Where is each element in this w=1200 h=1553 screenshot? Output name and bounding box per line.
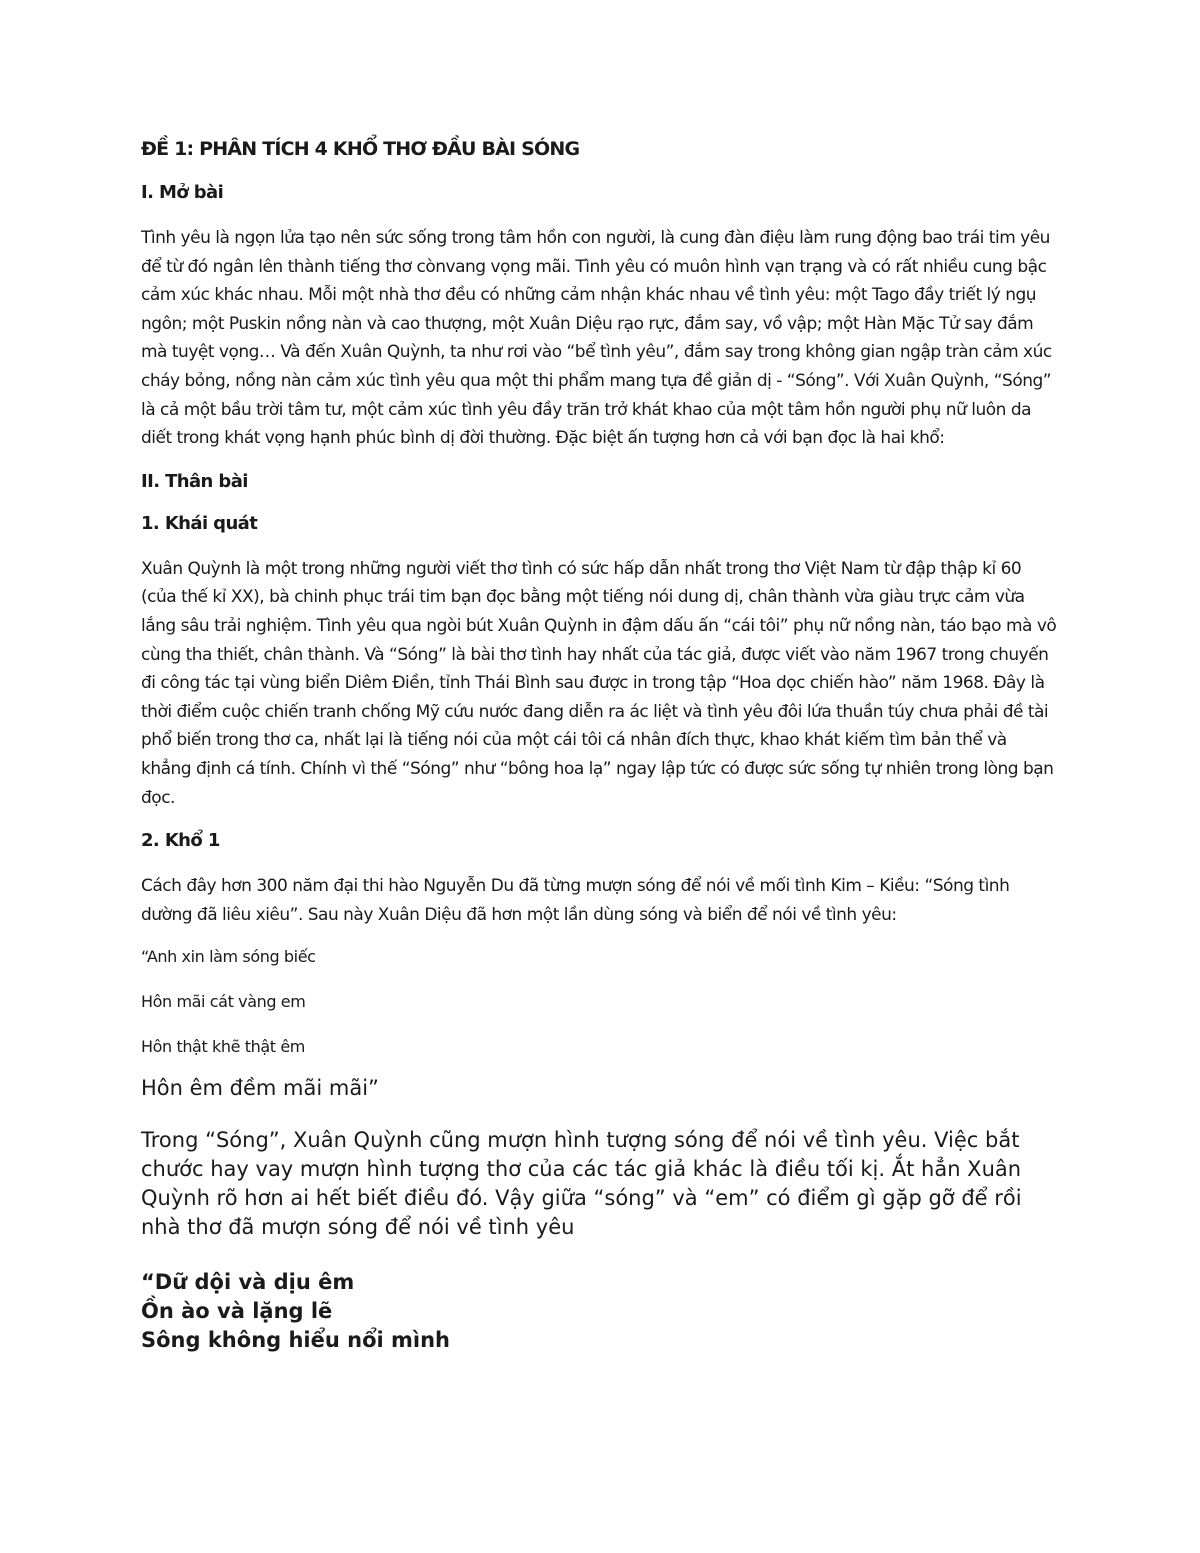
document-page bbox=[141, 138, 1061, 1355]
song-poem-line: Sông không hiểu nổi mình bbox=[141, 1328, 451, 1353]
section-heading-body: II. Thân bài bbox=[141, 470, 248, 492]
subsection-heading-overview: 1. Khái quát bbox=[141, 512, 258, 534]
poem-last-line: Hôn êm đềm mãi mãi” bbox=[141, 1076, 379, 1101]
poem-line: Hôn mãi cát vàng em bbox=[141, 992, 306, 1012]
song-poem-line: “Dữ dội và dịu êm bbox=[141, 1270, 355, 1295]
intro-paragraph: Tình yêu là ngọn lửa tạo nên sức sống trong tâm hồn con người, là cung đàn điệu làm rung động bao trái tim yêu để từ đó ngân lên thành tiếng thơ cònvang vọng mãi. Tình yêu có muôn hình vạn trạng và có rất nhiều cung bậc cảm xúc khác nhau. Mỗi một nhà thơ đều có những cảm nhận khác nhau về tình yêu: một Tago đầy triết lý ngụ ngôn; một Puskin nồng nàn và cao thượng, một Xuân Diệu rạo rực, đắm say, vồ vập; một Hàn Mặc Tử say đắm mà tuyệt vọng… Và đến Xuân Quỳnh, ta như rơi vào “bể tình yêu”, đắm say trong không gian ngập tràn cảm xúc cháy bỏng, nồng nàn cảm xúc tình yêu qua một thi phẩm mang tựa đề giản dị - “Sóng”. Với Xuân Quỳnh, “Sóng” là cả một bầu trời tâm tư, một cảm xúc tình yêu đầy trăn trở khát khao của một tâm hồn người phụ nữ luôn da diết trong khát vọng hạnh phúc bình dị đời thường. Đặc biệt ấn tượng hơn cả với bạn đọc là hai khổ: bbox=[141, 228, 1052, 449]
subsection-heading-stanza-1: 2. Khổ 1 bbox=[141, 830, 220, 852]
poem-line: “Anh xin làm sóng biếc bbox=[141, 947, 316, 967]
song-paragraph: Trong “Sóng”, Xuân Quỳnh cũng mượn hình tượng sóng để nói về tình yêu. Việc bắt chước hay vay mượn hình tượng thơ của các tác giả khác là điều tối kị. Ắt hẳn Xuân Quỳnh rõ hơn ai hết biết điều đó. Vậy giữa “sóng” và “em” có điểm gì gặp gỡ để rồi nhà thơ đã mượn sóng để nói về tình yêu bbox=[141, 1128, 1022, 1240]
poem-line: Hôn thật khẽ thật êm bbox=[141, 1037, 305, 1057]
song-poem-line: Ồn ào và lặng lẽ bbox=[141, 1299, 333, 1324]
document-title: ĐỀ 1: PHÂN TÍCH 4 KHỔ THƠ ĐẦU BÀI SÓNG bbox=[141, 138, 580, 160]
stanza-1-paragraph: Cách đây hơn 300 năm đại thi hào Nguyễn Du đã từng mượn sóng để nói về mối tình Kim – Kiều: “Sóng tình dường đã liêu xiêu”. Sau này Xuân Diệu đã hơn một lần dùng sóng và biển để nói về tình yêu: bbox=[141, 876, 1010, 925]
section-heading-introduction: I. Mở bài bbox=[141, 182, 224, 203]
overview-paragraph: Xuân Quỳnh là một trong những người viết thơ tình có sức hấp dẫn nhất trong thơ Việt Nam từ đập thập kỉ 60 (của thế kỉ XX), bà chinh phục trái tim bạn đọc bằng một tiếng nói dung dị, chân thành vừa giàu trực cảm vừa lắng sâu trải nghiệm. Tình yêu qua ngòi bút Xuân Quỳnh in đậm dấu ấn “cái tôi” phụ nữ nồng nàn, táo bạo mà vô cùng tha thiết, chân thành. Và “Sóng” là bài thơ tình hay nhất của tác giả, được viết vào năm 1967 trong chuyến đi công tác tại vùng biển Diêm Điền, tỉnh Thái Bình sau được in trong tập “Hoa dọc chiến hào” năm 1968. Đây là thời điểm cuộc chiến tranh chống Mỹ cứu nước đang diễn ra ác liệt và tình yêu đôi lứa thuần túy chưa phải đề tài phổ biến trong thơ ca, nhất lại là tiếng nói của một cái tôi cá nhân đích thực, khao khát kiếm tìm bản thể và khẳng định cá tính. Chính vì thế “Sóng” như “bông hoa lạ” ngay lập tức có được sức sống tự nhiên trong lòng bạn đọc. bbox=[141, 558, 1057, 808]
